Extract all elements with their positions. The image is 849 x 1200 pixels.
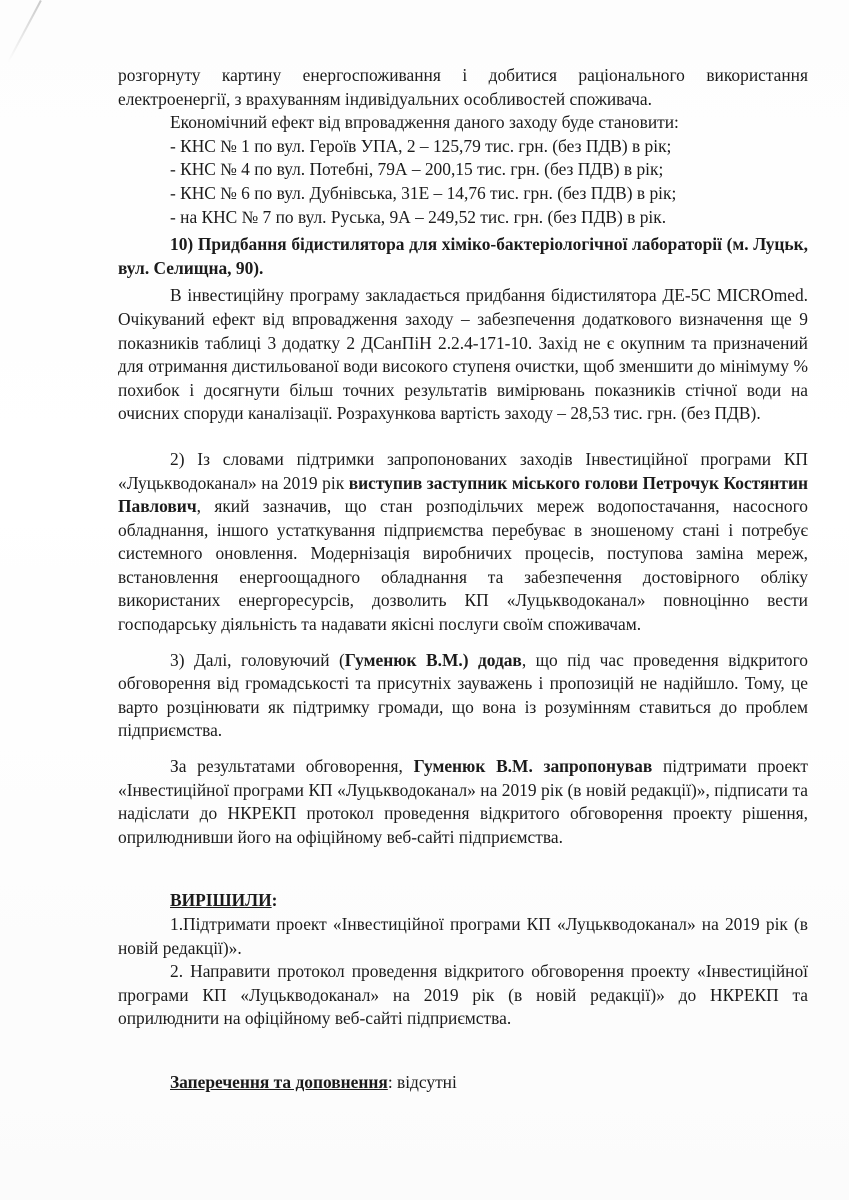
- paragraph-2-start: 2) Із словами підтримки запропонованих заходів Інвестиційної програми КП «Луцькводоканал» на 2019 рік: [118, 448, 808, 493]
- kns-item: - КНС № 4 по вул. Потебні, 79А – 200,15 тис. грн. (без ПДВ) в рік;: [170, 159, 664, 180]
- kns-item: - КНС № 1 по вул. Героїв УПА, 2 – 125,79 тис. грн. (без ПДВ) в рік;: [170, 135, 672, 156]
- page-fold-mark: [7, 0, 42, 63]
- objections-label: Заперечення та доповнення: [170, 1071, 388, 1092]
- paragraph-2-rest: , який зазначив, що стан розподільчих мереж водопостачання, насосного обладнання, іншого устаткування підприємства перебуває в зношеному стані і потребує системного оновлення. Модернізація виробничих процесів, поступова заміна мереж, встановлення енергоощадного обладнання та забезпечення достовірного обліку використаних енергоресурсів, дозволить КП «Луцькводоканал» повноцінно вести господарську діяльність та надавати якісні послуги своїм споживачам.: [118, 496, 808, 635]
- item10-heading: 10) Придбання бідистилятора для хіміко-бактеріологічної лабораторії (м. Луцьк, вул. Селищна, 90).: [118, 234, 808, 278]
- paragraph-2: [118, 448, 808, 637]
- speaker-humeniuk: Гуменюк В.М.) додав: [344, 649, 522, 670]
- economic-effect-line: Економічний ефект від впровадження даного заходу буде становити:: [170, 112, 679, 133]
- document-body: [118, 64, 808, 1095]
- resolution-1: 1.Підтримати проект «Інвестиційної програми КП «Луцькводоканал» на 2019 рік (в новій редакції)».: [118, 914, 808, 958]
- speaker-petrochuk: виступив заступник міського голови Петрочук Костянтин Павлович: [118, 472, 808, 517]
- paragraph-3-rest: , що під час проведення відкритого обговорення від громадськості та присутніх зауважень і пропозицій не надійшло. Тому, це варто розцінювати як підтримку громади, що вона із розумінням ставиться до проблем підприємства.: [118, 649, 809, 741]
- resolution-2: 2. Направити протокол проведення відкритого обговорення проекту «Інвестиційної програми КП «Луцькводоканал» на 2019 рік (в новій редакції)» до НКРЕКП та оприлюднити на офіційному веб-сайті підприємства.: [118, 961, 808, 1029]
- intro-paragraph: розгорнуту картину енергоспоживання і добитися раціонального використання електроенергії, з врахуванням індивідуальних особливостей споживача.: [118, 65, 808, 109]
- paragraph-3: [118, 649, 808, 743]
- paragraph-4-rest: підтримати проект «Інвестиційної програми КП «Луцькводоканал» на 2019 рік (в новій редакції)», підписати та надіслати до НКРЕКП протокол проведення відкритого обговорення проекту рішення, оприлюднивши його на офіційному веб-сайті підприємства.: [118, 756, 808, 847]
- kns-list: [118, 135, 808, 229]
- objections-value: : відсутні: [387, 1071, 457, 1092]
- resolved-heading: ВИРІШИЛИ:: [170, 890, 278, 911]
- kns-item: - КНС № 6 по вул. Дубнівська, 31Е – 14,76 тис. грн. (без ПДВ) в рік;: [170, 182, 677, 203]
- proposer-humeniuk: Гуменюк В.М. запропонував: [413, 756, 653, 777]
- paragraph-3-start: 3) Далі, головуючий (: [170, 649, 345, 670]
- kns-item: - на КНС № 7 по вул. Руська, 9А – 249,52 тис. грн. (без ПДВ) в рік.: [170, 206, 667, 227]
- objections-line: [118, 1071, 808, 1095]
- item10-paragraph: В інвестиційну програму закладається придбання бідистилятора ДЕ-5С MICROmed. Очікуваний ефект від впровадження заходу – забезпечення додаткового визначення ще 9 показників таблиці 3 додатку 2 ДСанПіН 2.2.4-171-10. Захід не є окупним та призначений для отримання дистильованої води високого ступеня очистки, щоб зменшити до мінімуму % похибок і досягнути більш точних результатів вимірювань показників стічної води на очисних споруди каналізації. Розрахункова вартість заходу – 28,53 тис. грн. (без ПДВ).: [118, 285, 808, 424]
- paragraph-4-start: За результатами обговорення,: [170, 756, 414, 777]
- paragraph-4: [118, 755, 808, 849]
